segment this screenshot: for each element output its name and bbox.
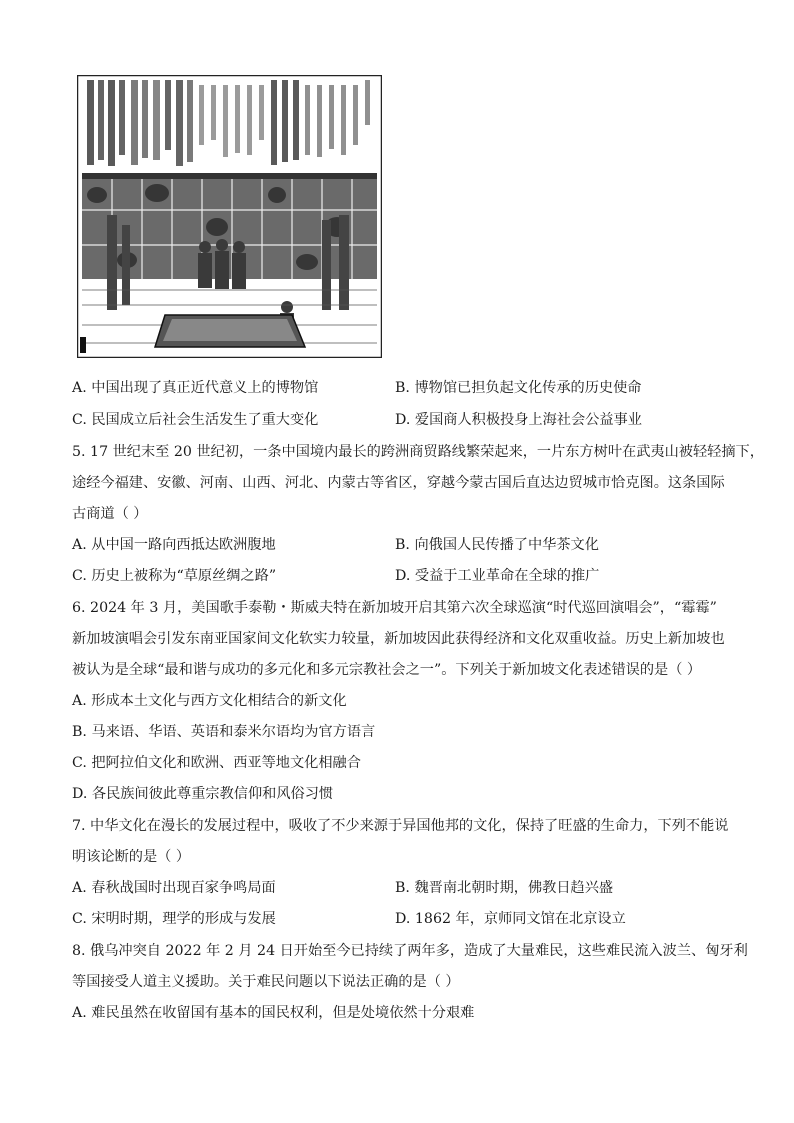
q6-stem-line-1: 6. 2024 年 3 月，美国歌手泰勒・斯威夫特在新加坡开启其第六次全球巡演“时代巡回演唱会”，“霉霉” [72, 600, 717, 616]
q6-option-d[interactable]: D. 各民族间彼此尊重宗教信仰和风俗习惯 [72, 786, 334, 802]
q7-option-d[interactable]: D. 1862 年，京师同文馆在北京设立 [395, 911, 626, 927]
q6-stem-line-3: 被认为是全球“最和谐与成功的多元化和多元宗教社会之一”。下列关于新加坡文化表述错误的是（ ） [72, 662, 702, 678]
display-table [155, 315, 305, 347]
q6-stem-line-2: 新加坡演唱会引发东南亚国家间文化软实力较量，新加坡因此获得经济和文化双重收益。历史上新加坡也 [72, 631, 725, 647]
q8-stem-line-1: 8. 俄乌冲突自 2022 年 2 月 24 日开始至今已持续了两年多，造成了大量难民，这些难民流入波兰、匈牙利 [72, 943, 748, 959]
q4-option-d[interactable]: D. 爱国商人积极投身上海社会公益事业 [395, 412, 642, 428]
museum-engraving-illustration [77, 75, 382, 358]
q6-option-b[interactable]: B. 马来语、华语、英语和泰米尔语均为官方语言 [72, 724, 376, 740]
q5-stem-line-1: 5. 17 世纪末至 20 世纪初，一条中国境内最长的跨洲商贸路线繁荣起来，一片东方树叶在武夷山被轻轻摘下， [72, 444, 764, 460]
q5-stem-line-2: 途经今福建、安徽、河南、山西、河北、内蒙古等省区，穿越今蒙古国后直达边贸城市恰克图。这条国际 [72, 475, 725, 491]
q5-option-d[interactable]: D. 受益于工业革命在全球的推广 [395, 568, 600, 584]
q6-option-a[interactable]: A. 形成本土文化与西方文化相结合的新文化 [72, 693, 347, 709]
q7-stem-line-1: 7. 中华文化在漫长的发展过程中，吸收了不少来源于异国他邦的文化，保持了旺盛的生命力，下列不能说 [72, 818, 729, 834]
q5-stem-line-3: 古商道（ ） [72, 506, 148, 522]
q7-option-a[interactable]: A. 春秋战国时出现百家争鸣局面 [72, 880, 276, 896]
q4-option-a[interactable]: A. 中国出现了真正近代意义上的博物馆 [72, 380, 319, 396]
q7-option-b[interactable]: B. 魏晋南北朝时期，佛教日趋兴盛 [395, 880, 614, 896]
q8-stem-line-2: 等国接受人道主义援助。关于难民问题以下说法正确的是（ ） [72, 974, 460, 990]
q8-option-a[interactable]: A. 难民虽然在收留国有基本的国民权利，但是处境依然十分艰难 [72, 1005, 475, 1021]
q4-option-b[interactable]: B. 博物馆已担负起文化传承的历史使命 [395, 380, 642, 396]
q5-option-b[interactable]: B. 向俄国人民传播了中华茶文化 [395, 537, 599, 553]
museum-engraving-figure [77, 75, 382, 358]
q4-option-c[interactable]: C. 民国成立后社会生活发生了重大变化 [72, 412, 319, 428]
stamp-mark [80, 337, 86, 353]
q7-stem-line-2: 明该论断的是（ ） [72, 849, 191, 865]
q7-option-c[interactable]: C. 宋明时期，理学的形成与发展 [72, 911, 276, 927]
q5-option-c[interactable]: C. 历史上被称为“草原丝绸之路” [72, 568, 277, 584]
q6-option-c[interactable]: C. 把阿拉伯文化和欧洲、西亚等地文化相融合 [72, 755, 361, 771]
q5-option-a[interactable]: A. 从中国一路向西抵达欧洲腹地 [72, 537, 276, 553]
